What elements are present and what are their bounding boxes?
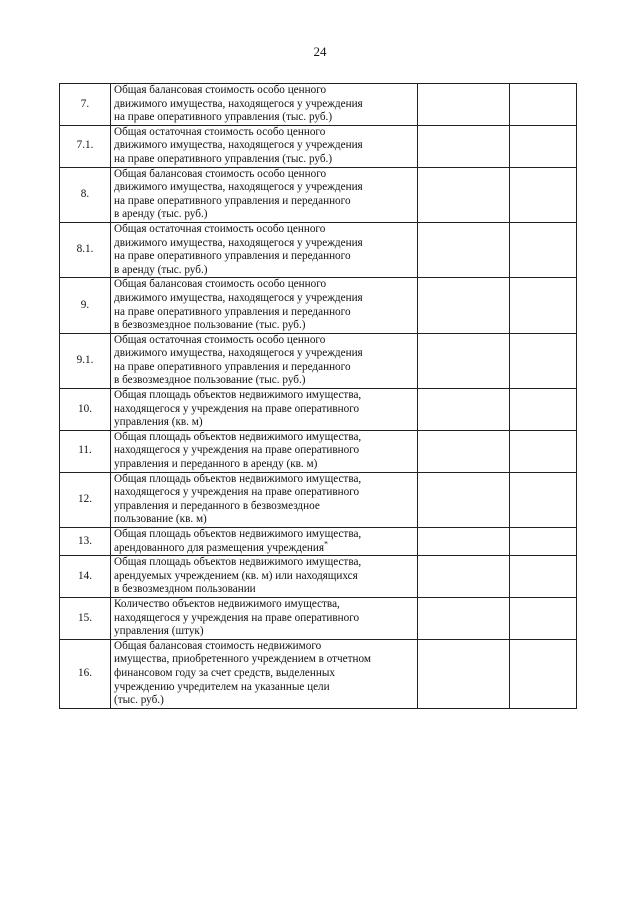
description-line [114,389,414,403]
description-line [114,347,414,361]
value-cell[interactable] [510,556,577,598]
description-line [114,181,414,195]
value-cell[interactable] [510,389,577,431]
row-number: 14. [60,556,111,598]
row-number: 10. [60,389,111,431]
row-description [111,167,418,222]
description-text: финансовом году за счет средств, выделенных [114,666,335,679]
description-line [114,444,414,458]
description-line [114,570,414,584]
table-row [60,430,577,472]
row-description [111,333,418,388]
description-line [114,278,414,292]
description-text: в безвозмездном пользовании [114,583,256,596]
table-row [60,125,577,167]
row-number: 7.1. [60,125,111,167]
description-text: арендованного для размещения учреждения [114,541,325,554]
row-number: 8.1. [60,222,111,277]
value-cell[interactable] [418,389,510,431]
row-description [111,222,418,277]
value-cell[interactable] [418,333,510,388]
description-line [114,306,414,320]
description-text: на праве оперативного управления и переданного [114,250,351,263]
description-line [114,292,414,306]
description-line [114,431,414,445]
description-text: Общая площадь объектов недвижимого имущества, [114,472,362,485]
row-description [111,278,418,333]
description-line [114,458,414,472]
row-description [111,472,418,527]
description-text: находящегося у учреждения на праве оперативного [114,402,360,415]
description-line [114,538,414,556]
row-number: 12. [60,472,111,527]
description-text: на праве оперативного управления и переданного [114,360,351,373]
row-number: 11. [60,430,111,472]
description-line [114,374,414,388]
row-description [111,389,418,431]
description-text: на праве оперативного управления (тыс. руб.) [114,111,333,124]
table-row [60,472,577,527]
row-description [111,597,418,639]
value-cell[interactable] [510,222,577,277]
description-line [114,319,414,333]
table-row [60,389,577,431]
description-line [114,168,414,182]
description-text: движимого имущества, находящегося у учреждения [114,236,363,249]
description-text: Общая остаточная стоимость особо ценного [114,222,326,235]
property-report-table [59,83,577,709]
value-cell[interactable] [418,84,510,126]
table-row [60,333,577,388]
row-description [111,84,418,126]
description-line [114,612,414,626]
description-text: движимого имущества, находящегося у учреждения [114,97,363,110]
description-line [114,139,414,153]
description-line [114,223,414,237]
description-text: находящегося у учреждения на праве оперативного [114,486,360,499]
table-body [60,84,577,709]
description-text: в безвозмездное пользование (тыс. руб.) [114,374,306,387]
row-number: 9. [60,278,111,333]
description-line [114,653,414,667]
row-description [111,125,418,167]
description-line [114,334,414,348]
description-text: (тыс. руб.) [114,694,164,707]
description-text: учреждению учредителем на указанные цели [114,680,330,693]
description-line [114,556,414,570]
description-line [114,361,414,375]
row-number: 15. [60,597,111,639]
description-text: на праве оперативного управления и переданного [114,305,351,318]
description-text: движимого имущества, находящегося у учреждения [114,291,363,304]
table-row [60,639,577,708]
description-line [114,513,414,527]
description-line [114,694,414,708]
value-cell[interactable] [510,472,577,527]
description-text: в аренду (тыс. руб.) [114,208,208,221]
value-cell[interactable] [510,167,577,222]
description-text: арендуемых учреждением (кв. м) или находящихся [114,569,358,582]
description-text: управления (штук) [114,625,204,638]
footnote-mark: * [324,538,329,548]
value-cell[interactable] [418,528,510,556]
value-cell[interactable] [418,472,510,527]
description-text: Количество объектов недвижимого имущества, [114,597,340,610]
row-description [111,430,418,472]
description-text: движимого имущества, находящегося у учреждения [114,347,363,360]
row-number: 7. [60,84,111,126]
description-line [114,681,414,695]
description-line [114,528,414,542]
description-line [114,250,414,264]
value-cell[interactable] [418,597,510,639]
value-cell[interactable] [418,222,510,277]
description-line [114,667,414,681]
description-text: Общая балансовая стоимость недвижимого [114,639,322,652]
description-line [114,625,414,639]
value-cell[interactable] [510,278,577,333]
description-text: Общая площадь объектов недвижимого имущества, [114,556,362,569]
value-cell[interactable] [510,84,577,126]
value-cell[interactable] [510,125,577,167]
row-description [111,639,418,708]
table-row [60,597,577,639]
description-line [114,583,414,597]
description-line [114,195,414,209]
description-text: на праве оперативного управления и переданного [114,194,351,207]
value-cell[interactable] [510,597,577,639]
description-text: движимого имущества, находящегося у учреждения [114,181,363,194]
description-text: Общая остаточная стоимость особо ценного [114,125,326,138]
description-text: в аренду (тыс. руб.) [114,263,208,276]
table-row [60,556,577,598]
description-text: на праве оперативного управления (тыс. руб.) [114,152,333,165]
description-line [114,500,414,514]
description-line [114,126,414,140]
description-text: пользование (кв. м) [114,513,207,526]
description-text: Общая площадь объектов недвижимого имущества, [114,528,362,540]
value-cell[interactable] [418,167,510,222]
value-cell[interactable] [418,556,510,598]
description-line [114,403,414,417]
description-text: в безвозмездное пользование (тыс. руб.) [114,319,306,332]
description-text: находящегося у учреждения на праве оперативного [114,444,360,457]
description-line [114,486,414,500]
description-text: Общая остаточная стоимость особо ценного [114,333,326,346]
value-cell[interactable] [418,125,510,167]
description-line [114,237,414,251]
description-line [114,208,414,222]
value-cell[interactable] [510,333,577,388]
description-text: находящегося у учреждения на праве оперативного [114,611,360,624]
description-text: управления (кв. м) [114,416,203,429]
description-text: Общая балансовая стоимость особо ценного [114,84,327,96]
description-text: имущества, приобретенного учреждением в отчетном [114,653,371,666]
table-row [60,278,577,333]
table-row [60,84,577,126]
row-description [111,556,418,598]
row-number: 16. [60,639,111,708]
value-cell[interactable] [510,639,577,708]
table-row [60,528,577,556]
description-text: управления и переданного в безвозмездное [114,499,320,512]
row-number: 8. [60,167,111,222]
table-row [60,167,577,222]
value-cell[interactable] [418,639,510,708]
description-text: Общая площадь объектов недвижимого имущества, [114,389,362,402]
value-cell[interactable] [418,278,510,333]
description-line [114,598,414,612]
row-number: 13. [60,528,111,556]
description-text: управления и переданного в аренду (кв. м) [114,458,318,471]
value-cell[interactable] [418,430,510,472]
description-line [114,640,414,654]
row-description [111,528,418,556]
description-text: движимого имущества, находящегося у учреждения [114,139,363,152]
description-text: Общая балансовая стоимость особо ценного [114,167,327,180]
description-line [114,98,414,112]
description-line [114,111,414,125]
value-cell[interactable] [510,528,577,556]
page-number: 24 [313,44,327,59]
value-cell[interactable] [510,430,577,472]
description-line [114,84,414,98]
table-row [60,222,577,277]
description-line [114,473,414,487]
description-text: Общая балансовая стоимость особо ценного [114,278,327,291]
description-text: Общая площадь объектов недвижимого имущества, [114,430,362,443]
description-line [114,416,414,430]
description-line [114,153,414,167]
row-number: 9.1. [60,333,111,388]
description-line [114,264,414,278]
